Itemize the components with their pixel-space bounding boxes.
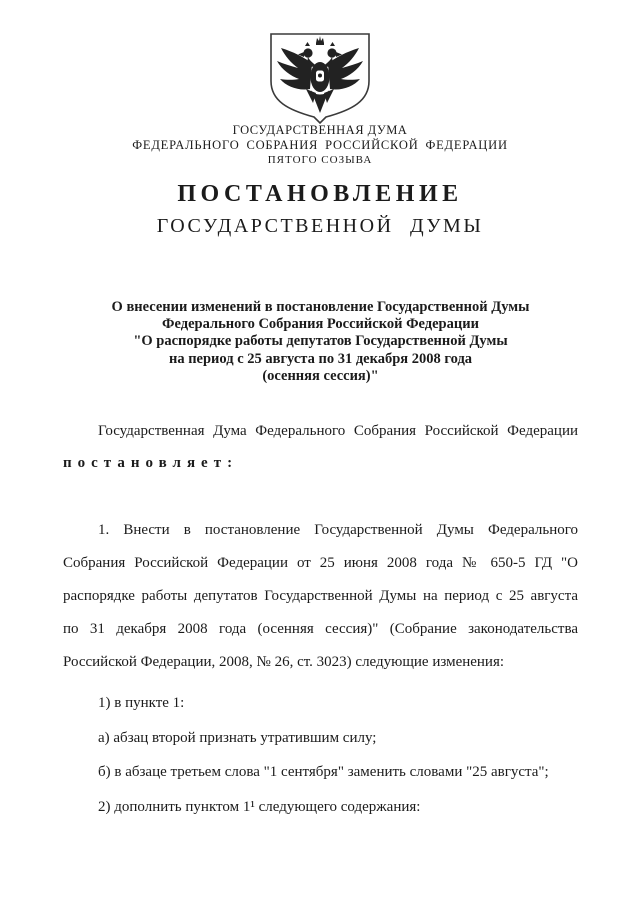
resolution-title <box>63 299 578 385</box>
paragraph-1 <box>63 514 578 679</box>
title-line: на период с 25 августа по 31 декабря 2008 года <box>168 350 473 367</box>
paragraph-1-line: Собрания Российской Федерации от 25 июня 2008 года № 650-5 ГД "О <box>63 555 578 571</box>
russia-coat-of-arms-icon <box>264 33 376 125</box>
amendment-item: а) абзац второй признать утратившим силу; <box>98 729 377 746</box>
paragraph-1-line: Российской Федерации, 2008, № 26, ст. 3023) следующие изменения: <box>63 654 505 670</box>
amendment-item: 2) дополнить пунктом 1¹ следующего содержания: <box>98 798 421 815</box>
org-name-line2: ФЕДЕРАЛЬНОГО СОБРАНИЯ РОССИЙСКОЙ ФЕДЕРАЦИИ <box>132 138 508 152</box>
amendment-items-list <box>63 686 578 824</box>
amendment-item: 1) в пункте 1: <box>98 695 185 711</box>
intro-paragraph: Государственная Дума Федерального Собрания Российской Федерации <box>98 423 578 439</box>
paragraph-1-line: 1. Внести в постановление Государственной Думы Федерального <box>98 522 578 538</box>
resolves-keyword: постановляет: <box>63 455 239 471</box>
document-type-heading: ПОСТАНОВЛЕНИЕ <box>177 181 463 207</box>
title-line: "О распорядке работы депутатов Государственной Думы <box>133 333 508 350</box>
title-line: Федерального Собрания Российской Федерации <box>162 316 479 333</box>
paragraph-1-line: по 31 декабря 2008 года (осенняя сессия)" (Собрание законодательства <box>63 621 578 637</box>
org-convocation-line: ПЯТОГО СОЗЫВА <box>267 154 373 166</box>
document-type-org-heading: ГОСУДАРСТВЕННОЙ ДУМЫ <box>156 215 484 237</box>
title-line: (осенняя сессия)" <box>262 367 379 384</box>
amendment-item: б) в абзаце третьем слова "1 сентября" заменить словами "25 августа"; <box>98 764 549 780</box>
paragraph-1-line: распорядке работы депутатов Государственной Думы на период с 25 августа <box>63 588 578 604</box>
title-line: О внесении изменений в постановление Государственной Думы <box>111 299 530 315</box>
org-name-line1: ГОСУДАРСТВЕННАЯ ДУМА <box>232 123 408 137</box>
